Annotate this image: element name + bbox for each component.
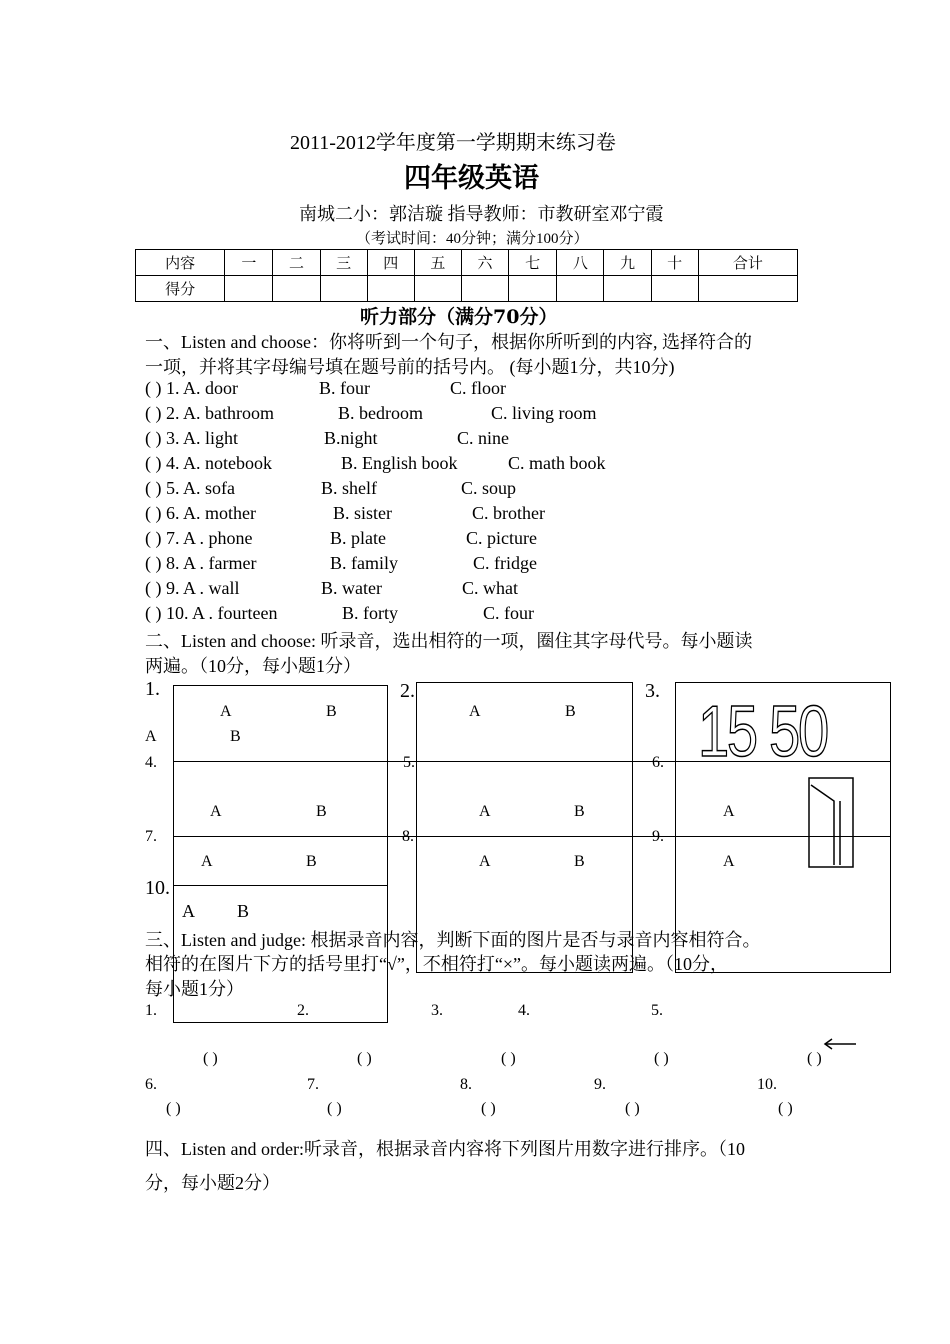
section4-intro-cont: 分，每小题2分） (145, 1173, 280, 1193)
score-cell[interactable] (557, 276, 604, 302)
numbers-picture: 15 50 (698, 692, 827, 772)
question-option-c[interactable]: C. soup (461, 478, 517, 498)
section3-intro: 三、Listen and judge: 根据录音内容，判断下面的图片是否与录音内容相符合。 (145, 930, 761, 950)
answer-bracket[interactable]: ( ) (327, 1100, 342, 1117)
table-cell: 九 (604, 250, 651, 276)
option-label-b[interactable]: B (574, 803, 585, 820)
question-option-b[interactable]: B. four (319, 378, 370, 398)
question-option-c[interactable]: C. fridge (473, 553, 537, 573)
answer-bracket[interactable]: ( ) (357, 1050, 372, 1067)
question-number: 1. (145, 678, 160, 700)
question-option-b[interactable]: B. sister (333, 503, 393, 523)
table-cell: 六 (461, 250, 508, 276)
score-cell[interactable] (320, 276, 367, 302)
question-option-c[interactable]: C. living room (491, 403, 597, 423)
question-number: 3. (645, 680, 660, 702)
question-option-c[interactable]: C. brother (472, 503, 545, 523)
score-cell[interactable] (367, 276, 414, 302)
exam-info: （考试时间：40分钟；满分100分） (356, 231, 589, 247)
question-option-b[interactable]: B. English book (341, 453, 458, 473)
question-option-b[interactable]: B. shelf (321, 478, 377, 498)
question-option-a[interactable]: ( ) 9. A . wall (145, 578, 240, 598)
question-option-a[interactable]: ( ) 6. A. mother (145, 503, 256, 523)
question-number: 9. (652, 828, 664, 845)
option-label-a[interactable]: A (479, 803, 491, 820)
answer-bracket[interactable]: ( ) (654, 1050, 669, 1067)
score-cell[interactable] (225, 276, 273, 302)
question-option-a[interactable]: ( ) 5. A. sofa (145, 478, 235, 498)
answer-bracket[interactable]: ( ) (501, 1050, 516, 1067)
score-table-score-row (136, 276, 798, 302)
table-cell: 二 (273, 250, 320, 276)
question-number: 8. (402, 828, 414, 845)
question-option-b[interactable]: B.night (324, 428, 378, 448)
listening-heading: 听力部分（满分70分） (360, 306, 558, 328)
score-cell[interactable] (651, 276, 698, 302)
option-label-b[interactable]: B (306, 853, 317, 870)
section1-intro-cont: 一项，并将其字母编号填在题号前的括号内。 (每小题1分，共10分) (145, 357, 675, 377)
table-cell: 三 (320, 250, 367, 276)
question-number: 5. (403, 754, 415, 771)
answer-bracket[interactable]: ( ) (807, 1050, 822, 1067)
question-number: 7. (307, 1076, 319, 1093)
question-option-a[interactable]: ( ) 3. A. light (145, 428, 238, 448)
option-label-b[interactable]: B (316, 803, 327, 820)
table-cell: 五 (414, 250, 461, 276)
answer-bracket[interactable]: ( ) (481, 1100, 496, 1117)
table-cell: 四 (367, 250, 414, 276)
question-option-a[interactable]: ( ) 10. A . fourteen (145, 603, 278, 623)
question-number: 6. (652, 754, 664, 771)
table-cell: 一 (225, 250, 273, 276)
option-label-b[interactable]: B (326, 703, 337, 720)
question-option-a[interactable]: ( ) 1. A. door (145, 378, 238, 398)
option-label-a[interactable]: A (182, 901, 195, 921)
option-label-b[interactable]: B (574, 853, 585, 870)
question-number: 5. (651, 1002, 663, 1019)
exam-main-title: 四年级英语 (404, 163, 539, 194)
question-number: 8. (460, 1076, 472, 1093)
question-option-a[interactable]: ( ) 2. A. bathroom (145, 403, 274, 423)
option-label-a[interactable]: A (210, 803, 222, 820)
score-cell[interactable] (461, 276, 508, 302)
divider-line (173, 836, 890, 837)
score-cell[interactable] (604, 276, 651, 302)
question-option-b[interactable]: B. water (321, 578, 382, 598)
question-number: 10. (757, 1076, 777, 1093)
question-number: 6. (145, 1076, 157, 1093)
score-table-header-row (136, 250, 798, 276)
score-cell[interactable] (414, 276, 461, 302)
option-label-a[interactable]: A (201, 853, 213, 870)
question-number: 1. (145, 1002, 157, 1019)
score-table (135, 249, 798, 302)
question-option-c[interactable]: C. floor (450, 378, 506, 398)
option-label-a[interactable]: A (220, 703, 232, 720)
question-option-c[interactable]: C. four (483, 603, 534, 623)
option-label-b[interactable]: B (230, 728, 241, 745)
table-cell: 八 (557, 250, 604, 276)
question-number: 3. (431, 1002, 443, 1019)
question-number: 4. (145, 754, 157, 771)
question-option-b[interactable]: B. forty (342, 603, 398, 623)
question-option-b[interactable]: B. bedroom (338, 403, 423, 423)
question-option-a[interactable]: ( ) 4. A. notebook (145, 453, 272, 473)
door-picture (808, 777, 854, 869)
section1-intro: 一、Listen and choose：你将听到一个句子，根据你所听到的内容, 选择符合的 (145, 332, 752, 352)
score-cell[interactable] (273, 276, 320, 302)
section2-intro: 二、Listen and choose: 听录音，选出相符的一项，圈住其字母代号。每小题读 (145, 631, 753, 651)
question-option-c[interactable]: C. what (462, 578, 518, 598)
question-number: 9. (594, 1076, 606, 1093)
question-option-c[interactable]: C. math book (508, 453, 606, 473)
option-label-a[interactable]: A (145, 728, 157, 745)
section3-intro-cont: 每小题1分） (145, 979, 244, 999)
option-label-a[interactable]: A (479, 853, 491, 870)
section4-intro: 四、Listen and order:听录音，根据录音内容将下列图片用数字进行排序。（10 (145, 1139, 745, 1159)
section3-intro-cont: 相符的在图片下方的括号里打“√”，不相符打“×”。每小题读两遍。（10分， (145, 954, 728, 974)
answer-bracket[interactable]: ( ) (625, 1100, 640, 1117)
question-number: 10. (145, 877, 170, 899)
score-cell[interactable] (698, 276, 797, 302)
question-option-c[interactable]: C. picture (466, 528, 537, 548)
option-label-a[interactable]: A (723, 803, 735, 820)
question-option-a[interactable]: ( ) 7. A . phone (145, 528, 253, 548)
left-arrow-icon (822, 1038, 858, 1050)
option-label-a[interactable]: A (469, 703, 481, 720)
answer-bracket[interactable]: ( ) (166, 1100, 181, 1117)
exam-year-title: 2011-2012学年度第一学期期末练习卷 (290, 132, 616, 154)
divider-line (173, 885, 388, 886)
question-option-a[interactable]: ( ) 8. A . farmer (145, 553, 257, 573)
answer-bracket[interactable]: ( ) (203, 1050, 218, 1067)
table-cell: 合计 (698, 250, 797, 276)
table-cell: 十 (651, 250, 698, 276)
question-option-c[interactable]: C. nine (457, 428, 509, 448)
question-number: 2. (400, 680, 415, 702)
answer-bracket[interactable]: ( ) (778, 1100, 793, 1117)
table-cell: 得分 (136, 276, 225, 302)
section2-intro-cont: 两遍。（10分，每小题1分） (145, 656, 361, 676)
author-line: 南城二小：郭洁璇 指导教师：市教研室邓宁霞 (299, 204, 664, 224)
option-label-b[interactable]: B (565, 703, 576, 720)
question-option-b[interactable]: B. plate (330, 528, 386, 548)
question-number: 4. (518, 1002, 530, 1019)
score-cell[interactable] (509, 276, 557, 302)
table-cell: 七 (509, 250, 557, 276)
option-label-a[interactable]: A (723, 853, 735, 870)
option-label-b[interactable]: B (237, 901, 250, 921)
question-number: 7. (145, 828, 157, 845)
question-number: 2. (297, 1002, 309, 1019)
question-option-b[interactable]: B. family (330, 553, 398, 573)
table-cell: 内容 (136, 250, 225, 276)
